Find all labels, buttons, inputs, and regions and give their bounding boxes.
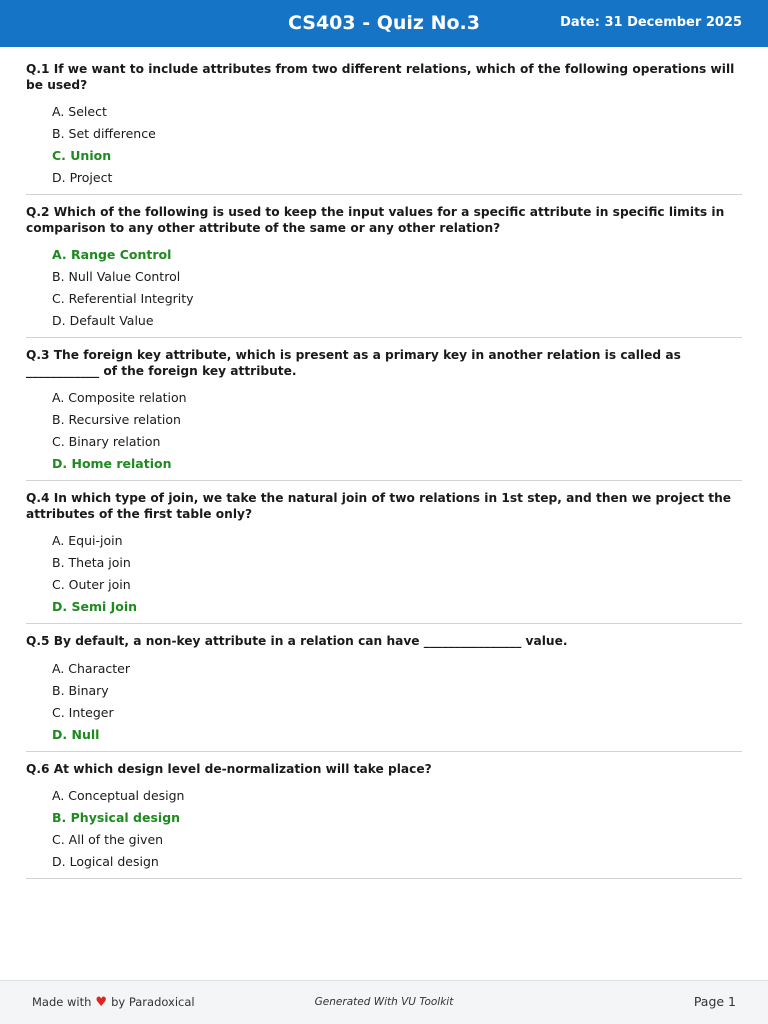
question-4 — [26, 491, 742, 624]
question-text: Q.6 At which design level de-normalization will take place? — [26, 761, 432, 776]
question-text: Q.5 By default, a non-key attribute in a relation can have ________________ value. — [26, 634, 568, 648]
page-header — [0, 0, 768, 47]
question-2 — [26, 205, 742, 338]
option: C. Integer — [52, 704, 114, 720]
option: D. Project — [52, 170, 113, 185]
quiz-date: Date: 31 December 2025 — [560, 15, 742, 30]
option: A. Select — [52, 104, 107, 119]
page-footer — [0, 980, 768, 1024]
option: C. All of the given — [52, 832, 164, 847]
option: C. Referential Integrity — [52, 291, 194, 306]
option-list — [26, 101, 742, 189]
option: D. Default Value — [52, 313, 154, 328]
generated-by-text: Generated With VU Toolkit — [314, 996, 454, 1008]
option-list — [26, 387, 742, 475]
made-with-text: Made with — [32, 995, 92, 1009]
page-number: Page 1 — [693, 994, 736, 1009]
option: C. Binary relation — [52, 434, 161, 449]
quiz-content — [26, 62, 742, 889]
option-correct: D. Semi Join — [52, 599, 138, 614]
question-1 — [26, 62, 742, 195]
question-text: Q.3 The foreign key attribute, which is present as a primary key in another relation is called as ____________ of the foreign key attribute. — [26, 348, 681, 378]
option: D. Logical design — [52, 854, 159, 869]
option-list — [26, 785, 742, 873]
author-text: by Paradoxical — [111, 995, 195, 1009]
option-correct: D. Null — [52, 726, 100, 742]
option: B. Set difference — [52, 126, 156, 141]
option: A. Character — [52, 660, 130, 676]
option: B. Theta join — [52, 555, 131, 570]
option: A. Composite relation — [52, 390, 187, 405]
quiz-title: CS403 - Quiz No.3 — [287, 12, 480, 34]
option-correct: D. Home relation — [52, 456, 172, 471]
option: B. Null Value Control — [52, 269, 181, 284]
option-correct: C. Union — [52, 148, 112, 163]
heart-icon: ♥ — [95, 995, 108, 1010]
option: A. Conceptual design — [52, 788, 185, 803]
option-list — [26, 244, 742, 332]
option: B. Recursive relation — [52, 412, 181, 427]
option-correct: B. Physical design — [52, 810, 181, 825]
question-text: Q.2 Which of the following is used to keep the input values for a specific attribute in specific limits in comparison to any other attribute of the same or any other relation? — [26, 205, 725, 235]
option: A. Equi-join — [52, 533, 123, 548]
option-correct: A. Range Control — [52, 247, 172, 262]
option: C. Outer join — [52, 577, 131, 592]
option: B. Binary — [52, 682, 109, 698]
question-6 — [26, 762, 742, 880]
option-list — [26, 658, 742, 746]
question-5 — [26, 634, 742, 752]
question-text: Q.1 If we want to include attributes from two different relations, which of the following operations will be used? — [26, 62, 735, 92]
question-3 — [26, 348, 742, 481]
question-text: Q.4 In which type of join, we take the natural join of two relations in 1st step, and then we project the attributes of the first table only? — [26, 491, 732, 521]
option-list — [26, 530, 742, 618]
